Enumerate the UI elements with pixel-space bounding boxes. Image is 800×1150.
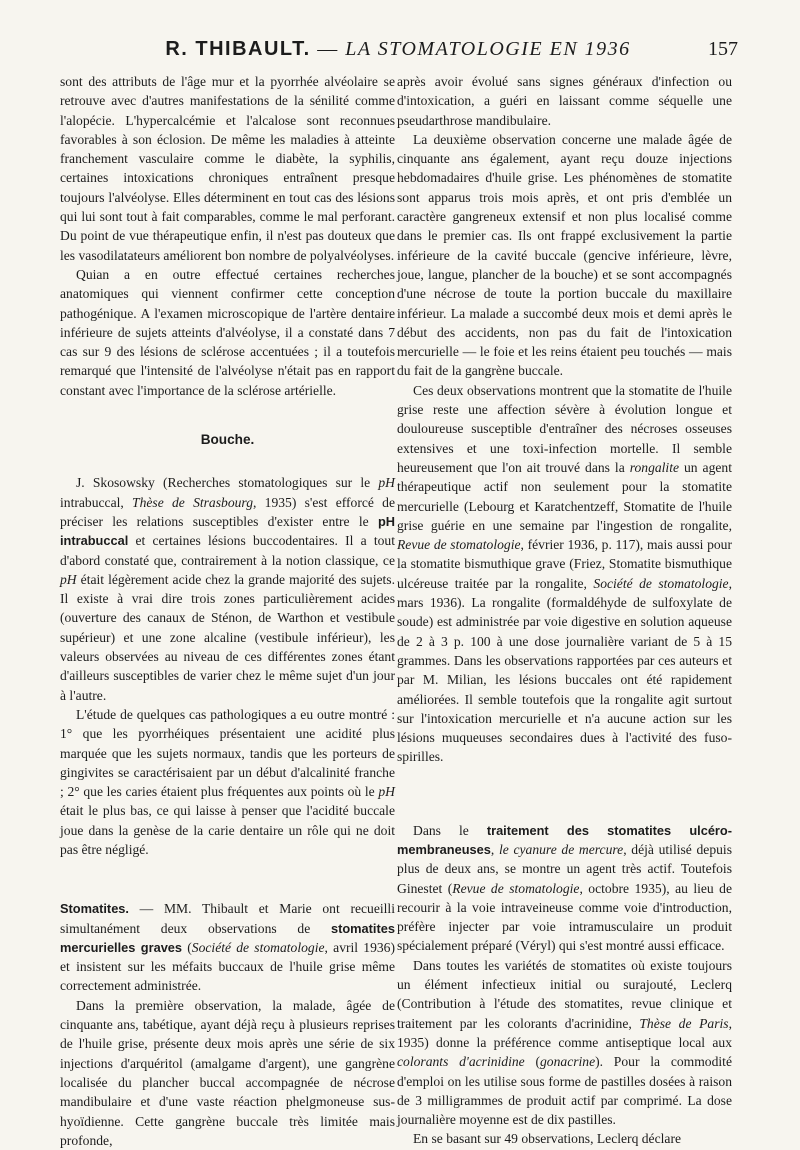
text: ( xyxy=(524,1054,540,1070)
text-ph: pH xyxy=(60,571,77,587)
text: était le plus bas, ce qui laisse à penser que l'acidité buccale joue dans la genèse de la carie dentaire un rôle qui ne doit pas être négligé. xyxy=(60,803,395,857)
text-bold-traitement: traitement des stomatites ulcéro-membraneuses xyxy=(397,822,732,857)
text-ph: pH xyxy=(378,784,395,800)
paragraph-first-observation: Dans la première observation, la malade, âgée de cinquante ans, tabétique, ayant déjà reçu à plusieurs reprises de l'huile grise, présente deux mois après une série de six injections d'arquéritol (amalgame d'argent), une gangrène localisée du plancher buccal accompagnée de nécrose mandibulaire et d'une vaste réaction phelgmoneuse sus-hyoïdienne. Cette gangrène buccale très limitée mais profonde, xyxy=(60,997,395,1148)
text: et certaines lésions buccodentaires. Il a tout d'abord constaté que, contrairement à la notion classique, ce xyxy=(60,533,395,568)
text: Ces deux observations montrent que la stomatite de l'huile grise reste une affection sévère à évolution longue et douloureuse susceptible d'entraîner des nécroses osseuses extensives et une toxi-infection mortelle. Il semble heureusement que l'on ait trouvé dans la xyxy=(397,382,732,475)
text: , octobre 1935), au lieu de recourir à la voie intraveineuse comme voie d'introduction, préfère injecter par voie intramusculaire un produit spécialement préparé (Véryl) qui s'est montré aussi efficace. xyxy=(397,880,733,954)
paragraph-rongalite xyxy=(397,381,732,767)
text-journal-name: Société de stomatologie xyxy=(191,939,325,955)
spacer xyxy=(397,767,732,821)
text: ( xyxy=(182,939,192,955)
paragraph-leclerq-observations: En se basant sur 49 observations, Leclerq déclare xyxy=(413,1131,681,1147)
text: , xyxy=(490,841,499,857)
text: , février 1936, p. 117), mais aussi pour la stomatite bismuthique grave (Friez, Stomatite bismuthique ulcéreuse traitée par la rongalite, xyxy=(397,537,733,591)
text-colorants: colorants d'acrinidine xyxy=(397,1054,525,1070)
text: ). Pour la commodité d'emploi on les utilise sous forme de pastilles dosées à raison de 3 milligrammes de produit actif par comprimé. La dose journalière moyenne est de dix pastilles. xyxy=(397,1054,732,1128)
text: Dans toutes les variétés de stomatites où existe toujours un élément infectieux initial ou surajouté, Leclerq (Contribution à l'étude des stomatites, revue clinique et traitement par les colorants d'acrinidine, xyxy=(397,957,732,1031)
text-journal-name: Revue de stomatologie xyxy=(397,537,521,553)
running-head-author: R. THIBAULT. xyxy=(165,38,311,60)
paragraph-leclerq xyxy=(397,956,732,1130)
left-column xyxy=(60,72,395,1150)
text: , 1935) s'est efforcé de préciser les relations susceptibles d'exister entre le xyxy=(60,494,396,529)
text: , déjà utilisé depuis plus de deux ans, se montre un agent très actif. Toutefois Ginestet ( xyxy=(397,841,732,896)
paragraph-first-observation-cont: après avoir évolué sans signes généraux d'infection ou d'intoxication, a guéri en laissant comme séquelle une pseudarthrose mandibulaire. xyxy=(397,74,732,128)
text-thesis-title: Thèse de Paris xyxy=(639,1015,729,1031)
paragraph-ulcero-membraneuses xyxy=(397,821,732,956)
paragraph-skosowsky xyxy=(60,473,395,705)
text-journal-name: Revue de stomatologie xyxy=(452,880,580,896)
page-number: 157 xyxy=(708,38,738,60)
running-head xyxy=(58,38,738,61)
text-cyanure: le cyanure de mercure xyxy=(498,841,624,857)
paragraph-second-observation: La deuxième observation concerne une malade âgée de cinquante ans également, ayant reçu douze injections hebdomadaires d'huile grise. Les phénomènes de stomatite sont apparus trois mois après, et ont pris d'emblée un caractère gangreneux extensif et non plus localisé comme dans le premier cas. Ils ont frappé exclusivement la partie inférieure de la cavité buccale (gencive inférieure, lèvre, joue, langue, plancher de la bouche) et se sont accompagnés d'une nécrose de toute la portion buccale du maxillaire inférieur. La malade a succombé deux mois et demi après le début des accidents, non pas du fait de l'intoxication mercurielle — le foie et les reins étaient peu touchés — mais du fait de la gangrène buccale. xyxy=(397,131,732,379)
paragraph-quian-research: Quian a en outre effectué certaines recherches anatomiques qui viennent confirmer cette conception pathogénique. A l'examen microscopique de l'artère dentaire inférieure de sujets atteints d'alvéolyse, il a constaté dans 7 cas sur 9 des lésions de sclérose accentuées ; il a toutefois remarqué que l'intensité de l'alvéolyse n'était pas en rapport constant avec l'importance de la sclérose artérielle. xyxy=(60,266,395,398)
running-head-title: LA STOMATOLOGIE EN 1936 xyxy=(345,38,631,60)
running-header xyxy=(58,38,738,68)
text-bold-ph-intrabuccal: pH intrabuccal xyxy=(60,513,395,549)
section-heading-bouche: Bouche. xyxy=(200,432,255,448)
paragraph-pathological-cases xyxy=(60,705,395,859)
text: , mars 1936). La rongalite (formaldéhyde de sulfoxylate de soude) est administrée par voie digestive en solution aqueuse de 2 à 3 p. 100 à une dose journalière variant de 5 à 15 grammes. Dans les observations rapportées par ces auteurs et par M. Milian, les lésions buccales ont été rapidement améliorées. Il semble toutefois que la rongalite agit surtout sur l'intoxication mercurielle et n'a aucune action sur les lésions muqueuses secondaires dues à l'activité des fuso-spirilles. xyxy=(397,575,732,765)
text-thesis-title: Thèse de Strasbourg xyxy=(132,494,253,510)
text-ph: pH xyxy=(378,475,395,491)
text-journal-name: Société de stomatologie xyxy=(593,575,729,591)
text: un agent thérapeutique actif non seulement pour la stomatite mercurielle (Lebourg et Karatchentzeff, Stomatite de l'huile grise guérie en une semaine par l'ingestion de rongalite, xyxy=(397,459,732,533)
text-gonacrine: gonacrine xyxy=(540,1054,596,1070)
text: Dans le xyxy=(413,822,487,838)
spacer xyxy=(60,859,395,899)
text: était légèrement acide chez la grande majorité des sujets. Il existe à vrai dire trois zones particulièrement acides (ouverture des canaux de Sténon, de Warthon et vestibule supérieur) et une zone alcaline (vestibule inférieur), les valeurs observées au niveau de ces différentes zones étant d'ailleurs susceptibles de varier chez le même sujet d'un jour à l'autre. xyxy=(60,571,395,703)
paragraph-stomatites xyxy=(60,899,395,995)
running-head-separator: — xyxy=(310,38,346,60)
text-bold-stomatites-mercurielles: stomatites mercurielles graves xyxy=(60,920,395,955)
text: J. Skosowsky (Recherches stomatologiques sur le xyxy=(76,475,379,491)
text: , avril 1936) et insistent sur les méfaits buccaux de l'huile grise même correctement administrée. xyxy=(60,939,395,994)
text-rongalite: rongalite xyxy=(629,459,680,475)
text: intrabuccal, xyxy=(60,494,133,510)
text: L'étude de quelques cas pathologiques a eu outre montré : 1° que les pyorrhéiques présentaient une acidité plus marquée que les sujets normaux, tandis que les porteurs de gingivites se caractérisaient par un début d'alcalinité franche ; 2° que les caries étaient plus fréquentes aux points où le xyxy=(60,706,395,800)
run-in-heading-stomatites: Stomatites. xyxy=(60,901,129,917)
text: — MM. Thibault et Marie ont recueilli simultanément deux observations de xyxy=(60,901,395,936)
text: , 1935) donne la préférence comme antiseptique local aux xyxy=(397,1015,732,1050)
paragraph-alveolyse-causes: sont des attributs de l'âge mur et la pyorrhée alvéolaire se retrouve avec d'autres manifestations de la sénilité comme l'alopécie. L'hypercalcémie et l'alcalose sont reconnues favorables à son éclosion. De même les maladies à atteinte franchement vasculaire comme le diabète, la syphilis, certaines intoxications chroniques entraînent presque toujours l'alvéolyse. Elles déterminent en tout cas des lésions qui lui sont tout à fait comparables, comme le mal perforant. Du point de vue thérapeutique enfin, il n'est pas douteux que les vasodilatateurs améliorent bon nombre de polyalvéolyses. xyxy=(60,74,395,263)
right-column xyxy=(397,72,732,1149)
